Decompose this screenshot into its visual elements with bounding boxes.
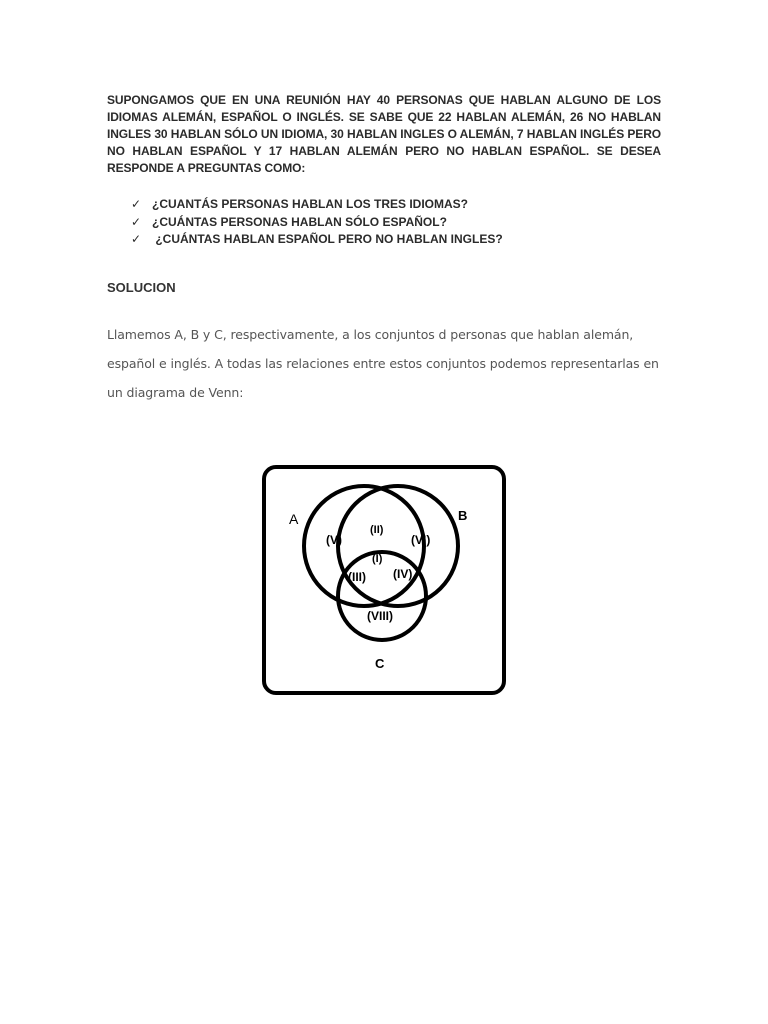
checkmark-icon: ✓ bbox=[131, 214, 142, 229]
venn-diagram bbox=[261, 464, 507, 696]
region-vi-label: (VI) bbox=[411, 533, 431, 547]
list-item bbox=[131, 196, 671, 214]
checkmark-icon: ✓ bbox=[131, 197, 142, 211]
region-v-label: (V) bbox=[326, 533, 342, 547]
region-iv-label: (IV) bbox=[393, 567, 413, 581]
list-item bbox=[131, 214, 671, 232]
region-i-label: (I) bbox=[372, 553, 383, 565]
solution-paragraph: Llamemos A, B y C, respectivamente, a los conjuntos d personas que hablan alemán, español e inglés. A todas las relaciones entre estos conjuntos podemos representarlas en un diagrama de Venn: bbox=[107, 327, 659, 400]
question-text: ¿CUÁNTAS PERSONAS HABLAN SÓLO ESPAÑOL? bbox=[152, 214, 447, 229]
question-text: ¿CUÁNTAS HABLAN ESPAÑOL PERO NO HABLAN INGLES? bbox=[152, 232, 503, 246]
question-text: ¿CUANTÁS PERSONAS HABLAN LOS TRES IDIOMAS? bbox=[152, 197, 469, 211]
set-c-label: C bbox=[375, 656, 385, 671]
set-a-label: A bbox=[289, 511, 299, 527]
region-ii-label: (II) bbox=[370, 524, 384, 536]
region-viii-label: (VIII) bbox=[367, 609, 393, 623]
problem-statement: SUPONGAMOS QUE EN UNA REUNIÓN HAY 40 PERSONAS QUE HABLAN ALGUNO DE LOS IDIOMAS ALEMÁN, ESPAÑOL O INGLÉS. SE SABE QUE 22 HABLAN ALEMÁN, 26 NO HABLAN INGLES 30 HABLAN SÓLO UN IDIOMA, 30 HABLAN INGLES O ALEMÁN, 7 HABLAN INGLÉS PERO NO HABLAN ESPAÑOL Y 17 HABLAN ALEMÁN PERO NO HABLAN ESPAÑOL. SE DESEA RESPONDE A PREGUNTAS COMO: bbox=[107, 93, 661, 175]
solution-heading: SOLUCION bbox=[107, 280, 176, 295]
question-list bbox=[131, 196, 671, 249]
set-b-label: B bbox=[458, 508, 468, 523]
list-item bbox=[131, 231, 671, 249]
region-iii-label: (III) bbox=[348, 570, 366, 584]
checkmark-icon: ✓ bbox=[131, 232, 142, 246]
